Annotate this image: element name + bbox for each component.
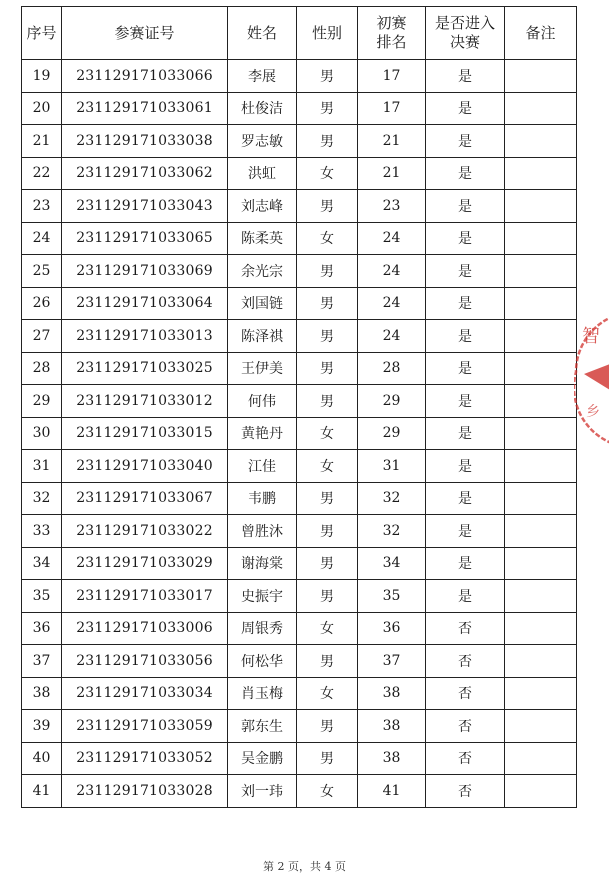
table-row — [22, 385, 577, 418]
cell-gender: 女 — [297, 612, 358, 645]
cell-gender: 男 — [297, 742, 358, 775]
cell-gender: 男 — [297, 547, 358, 580]
cell-prelim-rank: 32 — [358, 482, 426, 515]
cell-advance-final: 是 — [426, 125, 505, 158]
cell-index: 38 — [22, 677, 62, 710]
cell-remarks — [505, 677, 577, 710]
cell-gender: 男 — [297, 255, 358, 288]
table-row — [22, 222, 577, 255]
cell-index: 30 — [22, 417, 62, 450]
header-name: 姓名 — [228, 7, 297, 60]
cell-index: 26 — [22, 287, 62, 320]
cell-name: 黄艳丹 — [228, 417, 297, 450]
cell-gender: 女 — [297, 222, 358, 255]
cell-cert-number: 231129171033052 — [62, 742, 228, 775]
cell-remarks — [505, 742, 577, 775]
cell-advance-final: 是 — [426, 482, 505, 515]
table-row — [22, 450, 577, 483]
table-header-row — [22, 7, 577, 60]
cell-index: 23 — [22, 190, 62, 223]
cell-gender: 男 — [297, 515, 358, 548]
cell-index: 21 — [22, 125, 62, 158]
cell-remarks — [505, 547, 577, 580]
cell-name: 王伊美 — [228, 352, 297, 385]
table-row — [22, 190, 577, 223]
cell-gender: 男 — [297, 580, 358, 613]
cell-advance-final: 是 — [426, 190, 505, 223]
cell-gender: 男 — [297, 385, 358, 418]
cell-advance-final: 是 — [426, 255, 505, 288]
cell-name: 肖玉梅 — [228, 677, 297, 710]
table-row — [22, 710, 577, 743]
cell-gender: 女 — [297, 157, 358, 190]
table-row — [22, 92, 577, 125]
table-row — [22, 612, 577, 645]
cell-name: 洪虹 — [228, 157, 297, 190]
cell-cert-number: 231129171033059 — [62, 710, 228, 743]
cell-index: 35 — [22, 580, 62, 613]
cell-index: 20 — [22, 92, 62, 125]
cell-name: 曾胜沐 — [228, 515, 297, 548]
red-seal-stamp — [574, 312, 609, 452]
cell-cert-number: 231129171033025 — [62, 352, 228, 385]
cell-advance-final: 是 — [426, 385, 505, 418]
cell-name: 陈柔英 — [228, 222, 297, 255]
cell-advance-final: 是 — [426, 352, 505, 385]
table-row — [22, 352, 577, 385]
cell-remarks — [505, 222, 577, 255]
table-body — [22, 60, 577, 808]
cell-index: 27 — [22, 320, 62, 353]
cell-name: 陈泽祺 — [228, 320, 297, 353]
cell-advance-final: 是 — [426, 222, 505, 255]
header-remarks: 备注 — [505, 7, 577, 60]
cell-name: 罗志敏 — [228, 125, 297, 158]
cell-gender: 男 — [297, 645, 358, 678]
table-row — [22, 417, 577, 450]
cell-cert-number: 231129171033029 — [62, 547, 228, 580]
cell-advance-final: 是 — [426, 60, 505, 93]
cell-advance-final: 否 — [426, 775, 505, 808]
cell-prelim-rank: 29 — [358, 417, 426, 450]
cell-remarks — [505, 482, 577, 515]
cell-advance-final: 是 — [426, 320, 505, 353]
cell-gender: 男 — [297, 352, 358, 385]
cell-prelim-rank: 24 — [358, 222, 426, 255]
cell-prelim-rank: 37 — [358, 645, 426, 678]
cell-remarks — [505, 385, 577, 418]
cell-index: 39 — [22, 710, 62, 743]
cell-remarks — [505, 60, 577, 93]
svg-text:乡: 乡 — [586, 404, 600, 420]
cell-advance-final: 是 — [426, 287, 505, 320]
table-row — [22, 125, 577, 158]
table-row — [22, 547, 577, 580]
cell-cert-number: 231129171033064 — [62, 287, 228, 320]
cell-prelim-rank: 38 — [358, 742, 426, 775]
cell-name: 郭东生 — [228, 710, 297, 743]
cell-gender: 女 — [297, 450, 358, 483]
table-row — [22, 775, 577, 808]
header-cert-number: 参赛证号 — [62, 7, 228, 60]
cell-gender: 男 — [297, 482, 358, 515]
cell-remarks — [505, 157, 577, 190]
cell-gender: 男 — [297, 320, 358, 353]
cell-name: 史振宇 — [228, 580, 297, 613]
cell-cert-number: 231129171033006 — [62, 612, 228, 645]
cell-prelim-rank: 29 — [358, 385, 426, 418]
cell-cert-number: 231129171033069 — [62, 255, 228, 288]
cell-gender: 男 — [297, 190, 358, 223]
cell-remarks — [505, 125, 577, 158]
cell-prelim-rank: 28 — [358, 352, 426, 385]
cell-index: 40 — [22, 742, 62, 775]
cell-prelim-rank: 21 — [358, 125, 426, 158]
cell-prelim-rank: 21 — [358, 157, 426, 190]
cell-index: 28 — [22, 352, 62, 385]
cell-gender: 男 — [297, 125, 358, 158]
cell-index: 19 — [22, 60, 62, 93]
table-row — [22, 677, 577, 710]
cell-name: 刘一玮 — [228, 775, 297, 808]
cell-prelim-rank: 32 — [358, 515, 426, 548]
cell-remarks — [505, 612, 577, 645]
cell-index: 31 — [22, 450, 62, 483]
cell-cert-number: 231129171033028 — [62, 775, 228, 808]
cell-prelim-rank: 36 — [358, 612, 426, 645]
cell-advance-final: 是 — [426, 450, 505, 483]
table-row — [22, 60, 577, 93]
cell-cert-number: 231129171033062 — [62, 157, 228, 190]
cell-prelim-rank: 23 — [358, 190, 426, 223]
table-row — [22, 320, 577, 353]
cell-index: 25 — [22, 255, 62, 288]
cell-remarks — [505, 645, 577, 678]
table-row — [22, 287, 577, 320]
cell-advance-final: 否 — [426, 742, 505, 775]
cell-prelim-rank: 34 — [358, 547, 426, 580]
cell-remarks — [505, 92, 577, 125]
table-row — [22, 157, 577, 190]
svg-text:智: 智 — [582, 326, 600, 347]
table-row — [22, 742, 577, 775]
cell-cert-number: 231129171033061 — [62, 92, 228, 125]
cell-prelim-rank: 24 — [358, 255, 426, 288]
cell-cert-number: 231129171033017 — [62, 580, 228, 613]
cell-remarks — [505, 417, 577, 450]
cell-cert-number: 231129171033034 — [62, 677, 228, 710]
cell-advance-final: 否 — [426, 612, 505, 645]
cell-gender: 男 — [297, 287, 358, 320]
cell-remarks — [505, 352, 577, 385]
cell-index: 32 — [22, 482, 62, 515]
results-table — [21, 6, 577, 808]
cell-name: 谢海棠 — [228, 547, 297, 580]
cell-cert-number: 231129171033015 — [62, 417, 228, 450]
cell-remarks — [505, 190, 577, 223]
cell-cert-number: 231129171033066 — [62, 60, 228, 93]
cell-remarks — [505, 710, 577, 743]
table-row — [22, 645, 577, 678]
cell-index: 36 — [22, 612, 62, 645]
cell-prelim-rank: 38 — [358, 710, 426, 743]
cell-index: 24 — [22, 222, 62, 255]
cell-name: 杜俊洁 — [228, 92, 297, 125]
cell-cert-number: 231129171033038 — [62, 125, 228, 158]
cell-name: 刘国链 — [228, 287, 297, 320]
cell-gender: 男 — [297, 60, 358, 93]
cell-gender: 女 — [297, 417, 358, 450]
cell-cert-number: 231129171033043 — [62, 190, 228, 223]
cell-prelim-rank: 38 — [358, 677, 426, 710]
cell-cert-number: 231129171033013 — [62, 320, 228, 353]
cell-prelim-rank: 35 — [358, 580, 426, 613]
cell-name: 吴金鹏 — [228, 742, 297, 775]
cell-cert-number: 231129171033040 — [62, 450, 228, 483]
cell-gender: 男 — [297, 710, 358, 743]
cell-advance-final: 是 — [426, 417, 505, 450]
cell-prelim-rank: 17 — [358, 92, 426, 125]
table-row — [22, 482, 577, 515]
cell-index: 22 — [22, 157, 62, 190]
cell-name: 刘志峰 — [228, 190, 297, 223]
page-footer: 第 2 页，共 4 页 — [263, 860, 346, 873]
header-prelim-rank: 初赛排名 — [358, 7, 426, 60]
cell-cert-number: 231129171033065 — [62, 222, 228, 255]
cell-advance-final: 是 — [426, 547, 505, 580]
cell-prelim-rank: 24 — [358, 287, 426, 320]
cell-index: 37 — [22, 645, 62, 678]
cell-prelim-rank: 41 — [358, 775, 426, 808]
cell-cert-number: 231129171033067 — [62, 482, 228, 515]
cell-advance-final: 是 — [426, 157, 505, 190]
header-advance-final: 是否进入决赛 — [426, 7, 505, 60]
header-index: 序号 — [22, 7, 62, 60]
cell-name: 周银秀 — [228, 612, 297, 645]
cell-name: 江佳 — [228, 450, 297, 483]
cell-advance-final: 否 — [426, 677, 505, 710]
cell-cert-number: 231129171033012 — [62, 385, 228, 418]
cell-name: 李展 — [228, 60, 297, 93]
cell-gender: 女 — [297, 775, 358, 808]
header-gender: 性别 — [297, 7, 358, 60]
cell-remarks — [505, 255, 577, 288]
cell-prelim-rank: 24 — [358, 320, 426, 353]
cell-name: 余光宗 — [228, 255, 297, 288]
cell-advance-final: 否 — [426, 710, 505, 743]
cell-remarks — [505, 580, 577, 613]
cell-remarks — [505, 775, 577, 808]
cell-prelim-rank: 17 — [358, 60, 426, 93]
cell-advance-final: 是 — [426, 92, 505, 125]
table-row — [22, 515, 577, 548]
cell-prelim-rank: 31 — [358, 450, 426, 483]
cell-remarks — [505, 515, 577, 548]
cell-gender: 女 — [297, 677, 358, 710]
cell-index: 29 — [22, 385, 62, 418]
cell-gender: 男 — [297, 92, 358, 125]
table-row — [22, 580, 577, 613]
cell-name: 韦鹏 — [228, 482, 297, 515]
cell-name: 何松华 — [228, 645, 297, 678]
cell-remarks — [505, 450, 577, 483]
cell-advance-final: 是 — [426, 515, 505, 548]
cell-index: 41 — [22, 775, 62, 808]
cell-remarks — [505, 287, 577, 320]
cell-remarks — [505, 320, 577, 353]
cell-name: 何伟 — [228, 385, 297, 418]
cell-advance-final: 否 — [426, 645, 505, 678]
cell-index: 33 — [22, 515, 62, 548]
cell-cert-number: 231129171033056 — [62, 645, 228, 678]
cell-index: 34 — [22, 547, 62, 580]
cell-advance-final: 是 — [426, 580, 505, 613]
table-row — [22, 255, 577, 288]
cell-cert-number: 231129171033022 — [62, 515, 228, 548]
